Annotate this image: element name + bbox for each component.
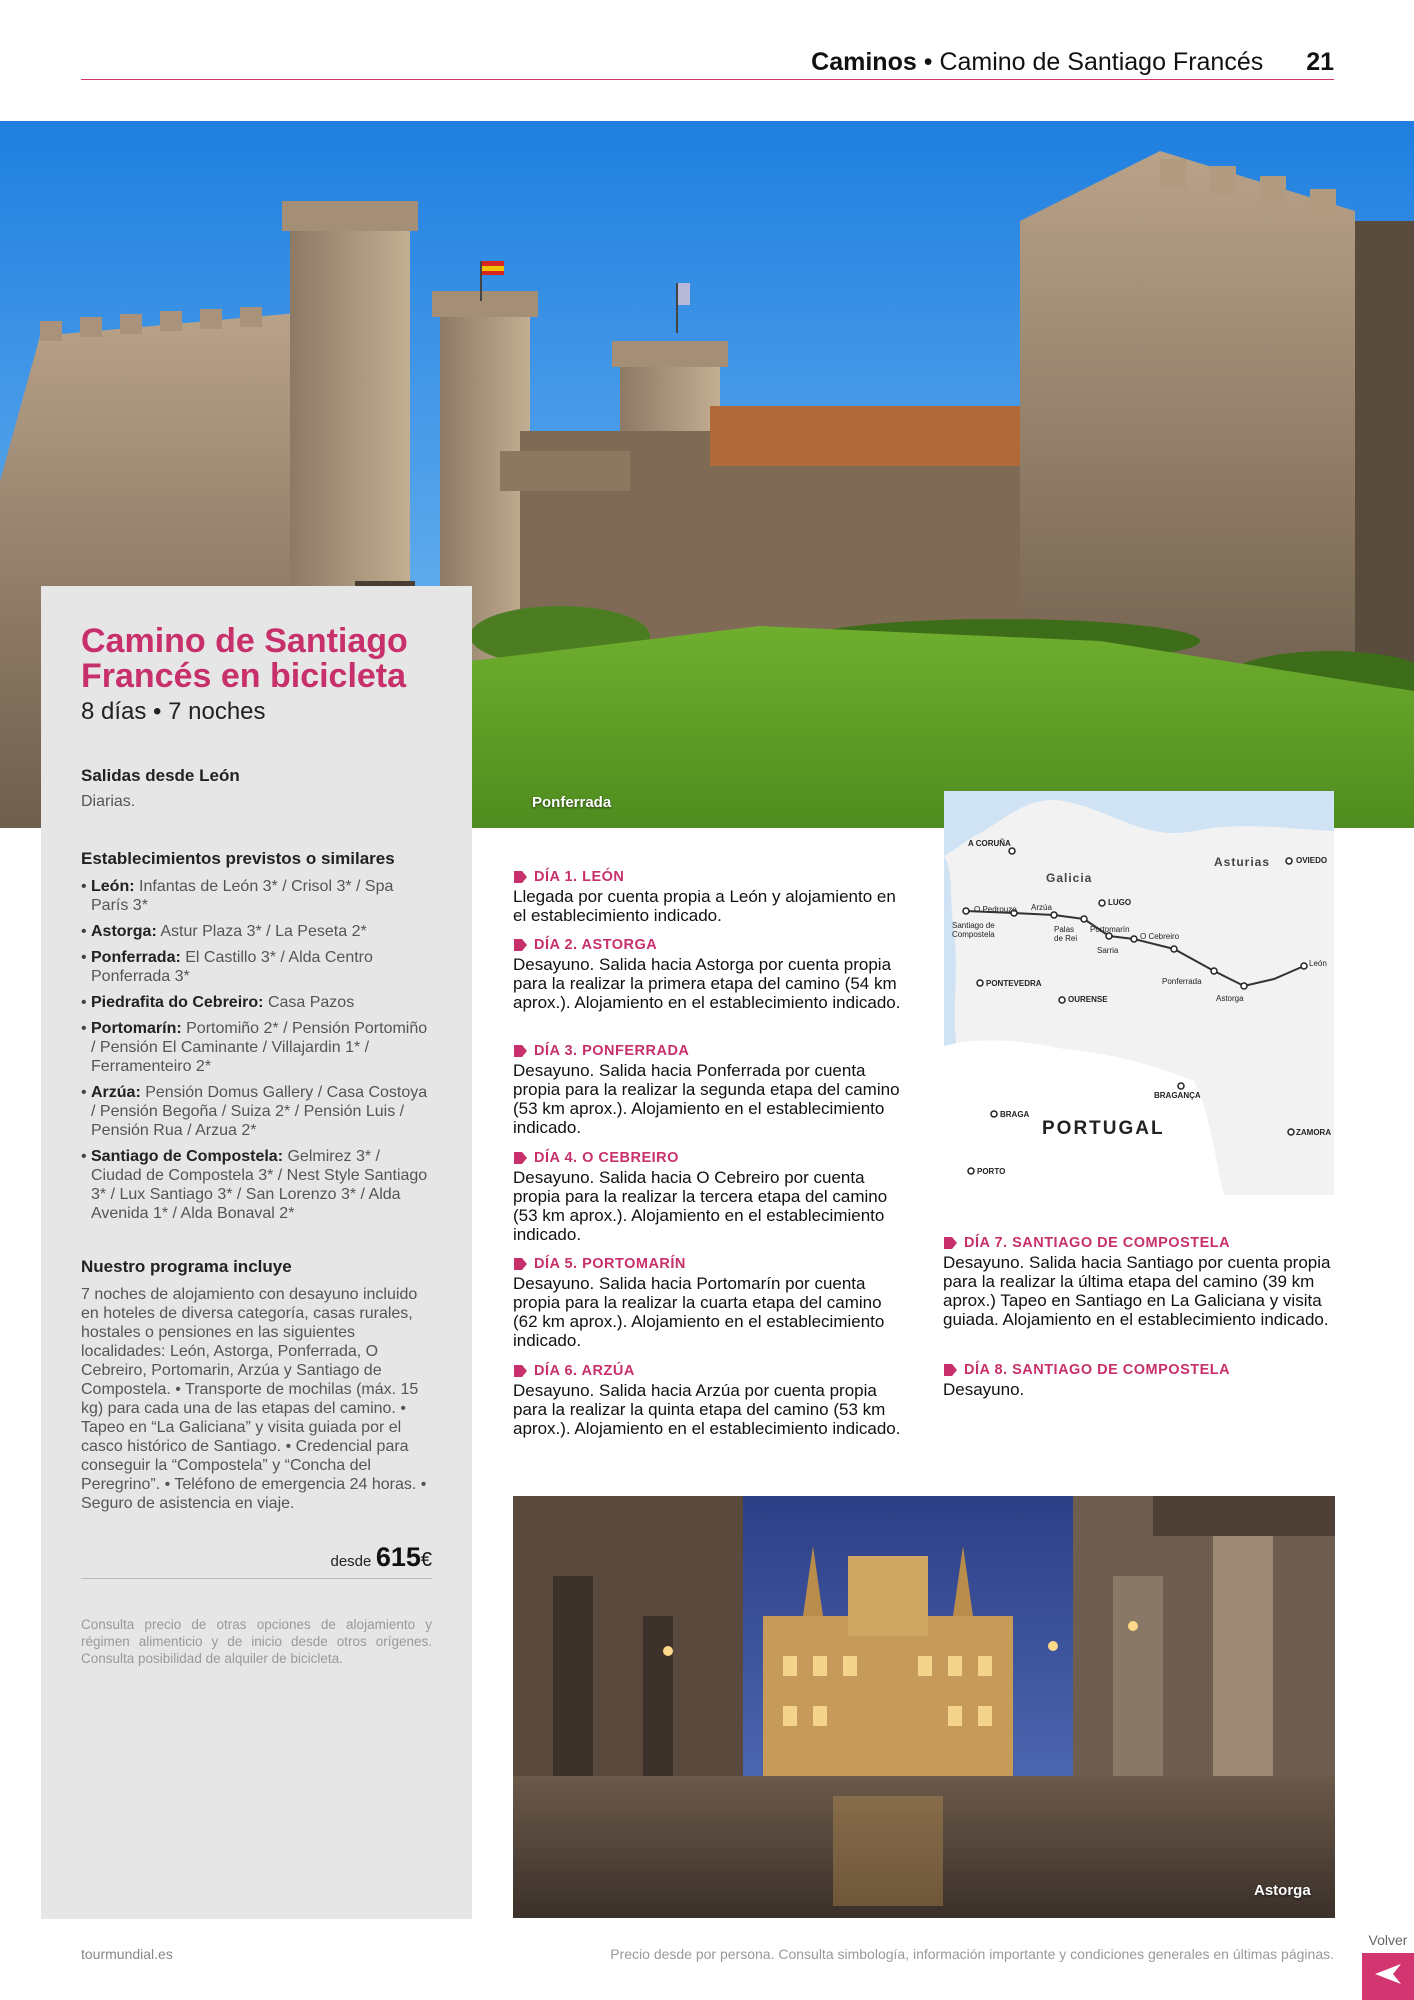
hotel-item: [81, 922, 432, 941]
map-place-astorga: Astorga: [1216, 994, 1244, 1003]
itinerary-day-3: [513, 1042, 905, 1137]
flag-icon: [943, 1364, 958, 1376]
footer-disclaimer: Precio desde por persona. Consulta simbología, información importante y condiciones generales en últimas páginas.: [610, 1946, 1334, 1962]
map-place-ponferrada: Ponferrada: [1162, 977, 1202, 986]
day-title: DÍA 8. SANTIAGO DE COMPOSTELA: [964, 1362, 1231, 1378]
back-button-box[interactable]: [1362, 1953, 1414, 2000]
map-place-santiago: Santiago de Compostela: [952, 921, 995, 939]
hotel-names: Casa Pazos: [267, 994, 355, 1011]
arrow-left-icon[interactable]: [1373, 1962, 1403, 1991]
hotels-heading: Establecimientos previstos o similares: [81, 849, 395, 868]
hotel-city: Portomarín:: [91, 1020, 182, 1037]
price-note: Consulta precio de otras opciones de alojamiento y régimen alimenticio y de inicio desde otros orígenes. Consulta posibilidad de alquiler de bicicleta.: [81, 1617, 432, 1666]
map-place-portomarin: Portomarín: [1090, 925, 1130, 934]
hotel-list: [81, 877, 432, 1223]
map-place-porto: PORTO: [977, 1167, 1006, 1176]
map-country-portugal: PORTUGAL: [1042, 1118, 1165, 1139]
flag-icon: [513, 1365, 528, 1377]
day-title: DÍA 7. SANTIAGO DE COMPOSTELA: [964, 1235, 1231, 1251]
price-currency: €: [420, 1549, 432, 1571]
hotel-names: Pensión Domus Gallery / Casa Costoya / Pensión Begoña / Suiza 2* / Pensión Luis / Pensión Rua / Arzua 2*: [91, 1084, 428, 1139]
trip-title: [81, 624, 432, 694]
trip-info-panel: [41, 586, 472, 1919]
map-place-palas: Palas de Rei: [1054, 925, 1078, 943]
flag-icon: [513, 871, 528, 883]
map-place-lugo: LUGO: [1108, 898, 1132, 907]
header-separator: •: [923, 48, 933, 76]
includes-heading: Nuestro programa incluye: [81, 1257, 292, 1276]
itinerary-day-4: [513, 1149, 905, 1244]
astorga-caption: Astorga: [1254, 1882, 1311, 1899]
hotel-city: Ponferrada:: [91, 949, 181, 966]
includes-text: 7 noches de alojamiento con desayuno incluido en hoteles de diversa categoría, casas rurales, hostales o pensiones en las siguientes localidades: León, Astorga, Ponferrada, O Cebreiro, Portomarin, Arzúa y Santiago de Compostela. • Transporte de mochilas (máx. 15 kg) para cada una de las etapas del camino. • Tapeo en “La Galiciana” y visita guiada por el casco histórico de Santiago. • Credencial para conseguir la “Compostela” y “Concha del Peregrino”. • Teléfono de emergencia 24 horas. • Seguro de asistencia en viaje.: [81, 1286, 427, 1512]
astorga-photo: [513, 1496, 1335, 1918]
itinerary-day-5: [513, 1255, 905, 1350]
flag-icon: [513, 1152, 528, 1164]
hotel-item: [81, 877, 432, 915]
day-text: Desayuno. Salida hacia Santiago por cuenta propia para la realizar la última etapa del camino (39 km aprox.) Tapeo en Santiago en La Galiciana y visita guiada. Alojamiento en el establecimiento indicado.: [943, 1253, 1331, 1329]
flag-icon: [943, 1237, 958, 1249]
hotel-names: Infantas de León 3* / Crisol 3* / Spa París 3*: [91, 878, 394, 914]
hotel-city: Astorga:: [91, 923, 157, 940]
departures-heading: Salidas desde León: [81, 766, 240, 785]
day-title: DÍA 5. PORTOMARÍN: [534, 1256, 686, 1272]
hotel-names: El Castillo 3* / Alda Centro Ponferrada 3*: [91, 949, 373, 985]
astorga-illustration: [513, 1496, 1335, 1918]
footer-site[interactable]: tourmundial.es: [81, 1946, 173, 1962]
map-place-zamora: ZAMORA: [1296, 1128, 1332, 1137]
header-section: Caminos: [811, 48, 917, 76]
itinerary-day-7: [943, 1234, 1335, 1329]
day-text: Llegada por cuenta propia a León y alojamiento en el establecimiento indicado.: [513, 887, 896, 925]
day-text: Desayuno. Salida hacia Arzúa por cuenta propia para la realizar la quinta etapa del camino (53 km aprox.). Alojamiento en el establecimiento indicado.: [513, 1381, 901, 1438]
map-place-pontevedra: PONTEVEDRA: [986, 979, 1042, 988]
price-row: [81, 1543, 432, 1579]
map-place-a-coruna: A CORUÑA: [968, 839, 1011, 848]
hotel-city: Arzúa:: [91, 1084, 141, 1101]
day-text: Desayuno. Salida hacia Portomarín por cuenta propia para la realizar la cuarta etapa del camino (62 km aprox.). Alojamiento en el establecimiento indicado.: [513, 1274, 885, 1350]
trip-duration: 8 días • 7 noches: [81, 698, 266, 725]
itinerary-day-8: [943, 1361, 1335, 1399]
map-place-arzua: Arzúa: [1031, 903, 1052, 912]
map-place-sarria: Sarria: [1097, 946, 1119, 955]
trip-title-line1: Camino de Santiago: [81, 622, 408, 660]
map-place-braganca: BRAGANÇA: [1154, 1091, 1201, 1100]
map-place-braga: BRAGA: [1000, 1110, 1030, 1119]
departures-text: Diarias.: [81, 793, 136, 810]
flag-icon: [513, 939, 528, 951]
back-label[interactable]: Volver: [1368, 1932, 1408, 1948]
day-title: DÍA 1. LEÓN: [534, 869, 625, 885]
day-title: DÍA 6. ARZÚA: [534, 1363, 635, 1379]
back-button[interactable]: [1362, 1932, 1414, 2000]
map-place-ourense: OURENSE: [1068, 995, 1108, 1004]
day-title: DÍA 2. ASTORGA: [534, 937, 658, 953]
hotel-item: [81, 993, 432, 1012]
itinerary-day-6: [513, 1362, 905, 1438]
price-prefix: desde: [330, 1553, 372, 1570]
day-title: DÍA 4. O CEBREIRO: [534, 1150, 679, 1166]
day-title: DÍA 3. PONFERRADA: [534, 1043, 690, 1059]
map-region-asturias: Asturias: [1214, 855, 1271, 869]
header-guide-title: Camino de Santiago Francés: [939, 48, 1264, 76]
hero-caption: Ponferrada: [532, 794, 612, 811]
hotel-names: Gelmirez 3* / Ciudad de Compostela 3* / Nest Style Santiago 3* / Lux Santiago 3* / San Lorenzo 3* / Alda Avenida 1* / Alda Bonaval 2*: [91, 1148, 428, 1222]
page-number: 21: [1306, 48, 1334, 76]
day-text: Desayuno. Salida hacia Astorga por cuenta propia para la realizar la primera etapa del camino (54 km aprox.). Alojamiento en el establecimiento indicado.: [513, 955, 901, 1012]
hotel-city: Piedrafita do Cebreiro:: [91, 994, 264, 1011]
map-region-galicia: Galicia: [1046, 871, 1093, 885]
hotel-item: [81, 1019, 432, 1076]
hotel-names: Portomiño 2* / Pensión Portomiño / Pensión El Caminante / Villajardin 1* / Ferramenteiro 2*: [91, 1020, 428, 1075]
price-value: 615: [375, 1542, 421, 1572]
map-place-leon: León: [1309, 959, 1327, 968]
page-header: [81, 44, 1334, 80]
header-title: [811, 48, 1334, 77]
price: [330, 1542, 432, 1573]
hotel-item: [81, 948, 432, 986]
route-map: [944, 791, 1334, 1195]
day-text: Desayuno.: [943, 1380, 1025, 1399]
hotel-item: [81, 1083, 432, 1140]
flag-icon: [513, 1045, 528, 1057]
map-place-o-pedrouzo: O Pedrouzo: [974, 905, 1017, 914]
trip-title-line2: Francés en bicicleta: [81, 657, 407, 695]
hotel-item: [81, 1147, 432, 1223]
map-place-o-cebreiro: O Cebreiro: [1140, 932, 1180, 941]
hotel-city: Santiago de Compostela:: [91, 1148, 284, 1165]
day-text: Desayuno. Salida hacia Ponferrada por cuenta propia para la realizar la segunda etapa del camino (53 km aprox.). Alojamiento en el establecimiento indicado.: [513, 1061, 900, 1137]
hotel-names: Astur Plaza 3* / La Peseta 2*: [160, 923, 367, 940]
map-place-oviedo: OVIEDO: [1296, 856, 1328, 865]
day-text: Desayuno. Salida hacia O Cebreiro por cuenta propia para la realizar la tercera etapa del camino (53 km aprox.). Alojamiento en el establecimiento indicado.: [513, 1168, 888, 1244]
itinerary-day-2: [513, 936, 905, 1012]
hotel-city: León:: [91, 878, 135, 895]
itinerary-day-1: [513, 868, 905, 925]
flag-icon: [513, 1258, 528, 1270]
